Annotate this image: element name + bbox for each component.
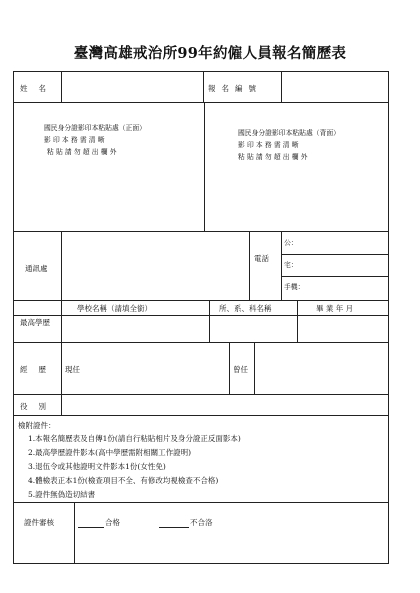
fail-label: 不合洛 — [190, 518, 213, 527]
pass-label: 合格 — [105, 518, 120, 527]
military-service-label: 役別 — [20, 402, 57, 411]
id-front-line-2: 影 印 本 務 需 清 晰 — [44, 136, 105, 144]
experience-label: 經歷 — [20, 365, 57, 374]
attachment-item-2: 2.最高學歷證件影本(高中學歷需附相關工作證明) — [28, 448, 192, 457]
attachment-item-3: 3.退伍令或其他證明文件影本1份(女性免) — [28, 462, 166, 471]
attachment-item-5: 5.證件無偽造切結書 — [28, 490, 96, 499]
fail-option — [159, 517, 213, 528]
application-form-table — [13, 71, 389, 564]
registration-number-label: 報名編號 — [208, 84, 262, 93]
address-label: 通訊處 — [25, 264, 48, 273]
attachment-item-1: 1.本報名簡歷表及自傳1份(請自行粘貼相片及身分證正反面影本) — [28, 434, 241, 443]
phone-home-label: 宅： — [284, 261, 298, 269]
previous-position-label: 曾任 — [233, 365, 248, 374]
id-back-line-2: 影 印 本 務 需 清 晰 — [238, 141, 299, 149]
department-header: 所、系、科名稱 — [219, 304, 272, 313]
current-position-label: 現任 — [65, 365, 80, 374]
phone-label: 電話 — [254, 254, 269, 263]
phone-mobile-label: 手機： — [284, 283, 305, 291]
education-label: 最高學歷 — [20, 318, 50, 327]
pass-option — [78, 517, 120, 528]
name-label: 姓名 — [20, 84, 57, 93]
school-name-header: 學校名稱（請填全銜） — [77, 304, 152, 313]
graduation-date-header: 畢 業 年 月 — [316, 304, 354, 313]
phone-office-label: 公： — [284, 239, 298, 247]
id-front-line-3: 粘 貼 請 勿 超 出 欄 外 — [47, 148, 117, 156]
attachment-item-4: 4.體檢表正本1份(檢查項目不全、有修改均視檢查不合格) — [28, 476, 219, 485]
id-back-line-1: 國民身分證影印本粘貼處（背面） — [238, 129, 340, 137]
id-back-line-3: 粘 貼 請 勿 超 出 欄 外 — [238, 153, 308, 161]
id-front-line-1: 國民身分證影印本粘貼處（正面） — [44, 124, 146, 132]
form-title: 臺灣高雄戒治所99年約僱人員報名簡歷表 — [73, 45, 347, 62]
attachments-title: 檢附證件： — [18, 421, 56, 430]
document-review-label: 證件審核 — [24, 518, 54, 527]
